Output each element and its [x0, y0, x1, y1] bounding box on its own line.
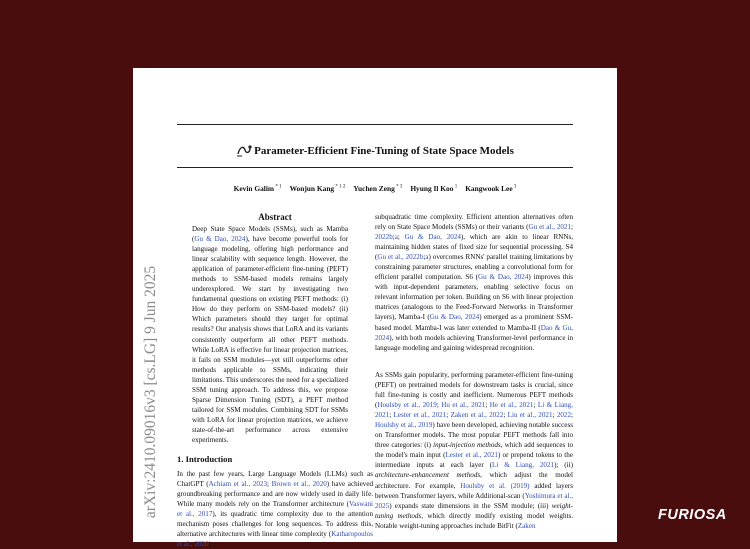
furiosa-watermark — [658, 507, 727, 523]
body-text: ) have been developed, achieving notable success on Transformer models. The most popular PEFT methods fall into three categories: (i) — [375, 421, 573, 450]
paper-title — [177, 143, 573, 157]
body-text: ; — [397, 233, 405, 242]
body-text: Deep State Space Models (SSMs), such as Mamba ( — [192, 225, 348, 244]
author-affiliation-mark: * 1 2 — [334, 184, 346, 190]
citation-link[interactable]: Houlsby et al., 2019 — [377, 401, 437, 410]
intro-paragraph — [177, 469, 373, 549]
body-text: ; — [267, 480, 272, 489]
citation-link[interactable]: Yoshimura et al., 2025 — [375, 491, 573, 510]
citation-link[interactable]: Gu & Dao, 2024 — [404, 233, 461, 242]
italic-text: weight-tuning methods — [375, 501, 573, 520]
author — [290, 184, 346, 193]
citation-link[interactable]: Gu et al., 2021 — [528, 223, 572, 232]
body-text: added layers between Transformer layers, while Additional-scan ( — [375, 481, 573, 500]
body-text: ); (ii) — [554, 461, 573, 470]
body-text: ) expands state dimensions in the SSM module; (iii) — [389, 501, 552, 510]
body-text: ; — [503, 411, 508, 420]
body-text: ), which are akin to linear RNNs, maintaining hidden states of fixed size for sequential processing. S4 ( — [375, 233, 573, 262]
citation-link[interactable]: Gu & Dao, 2024 — [429, 313, 480, 322]
author-name: Hyung Il Koo — [410, 184, 454, 193]
body-text: ) improves this with input-dependent parameters, enabling selective focus on relevant information per token. Building on S6 with linear projection matrices (analogous to the Feed-Forward Networks in Transformer layers), Mamba-I ( — [375, 273, 574, 322]
citation-link[interactable]: 2022 — [556, 411, 572, 420]
author-affiliation-mark: * 1 — [274, 184, 282, 190]
body-text: ) ... — [208, 540, 218, 549]
body-text: ; — [392, 233, 395, 242]
citation-link[interactable]: 2022b — [375, 233, 393, 242]
body-text: ; — [552, 411, 557, 420]
right-column-paragraph-1 — [375, 212, 573, 353]
citation-link[interactable]: Gu & Dao, 2024 — [478, 273, 529, 282]
citation-link[interactable]: Gu et al., 2022b — [377, 253, 424, 262]
body-text: ) emerged as a prominent SSM-based model. Mamba-I was later extended to Mamba-II ( — [375, 313, 573, 332]
right-column-paragraph-2 — [375, 370, 573, 531]
body-text: ), its quadratic time complexity due to the attention mechanism poses challenges for long sequences. To address this, alternative architectures with linear time complexity ( — [177, 510, 374, 539]
watermark-text: FURIOSA — [658, 507, 727, 523]
author-affiliation-mark: 3 — [512, 184, 517, 190]
author-affiliation-mark: * 3 — [394, 184, 403, 190]
citation-link[interactable]: Brown et al., 2020 — [271, 480, 327, 489]
body-text: ) or prepend tokens to the intermediate inputs at each layer ( — [375, 451, 573, 470]
citation-link[interactable]: Houlsby et al. (2019) — [460, 481, 530, 490]
citation-link[interactable]: Liu et al., 2021 — [507, 411, 553, 420]
author — [410, 184, 457, 193]
body-text: ; — [436, 401, 442, 410]
body-text: ) have achieved groundbreaking performance and are now widely used in daily life. While many models rely on the Transformer architecture ( — [177, 480, 374, 509]
citation-link[interactable]: Houlsby et al., 2019 — [375, 421, 433, 430]
italic-text: input-injection methods — [433, 441, 501, 450]
body-text: ; — [571, 411, 573, 420]
citation-link[interactable]: Li & Liang, 2021 — [492, 461, 555, 470]
citation-link[interactable]: Zaken — [517, 521, 536, 530]
citation-link[interactable]: a — [394, 233, 398, 242]
body-text: As SSMs gain popularity, performing parameter-efficient fine-tuning (PEFT) on pretrained models for downstream tasks is crucial, since full fine-tuning is costly and inefficient. Numerous PEFT methods ( — [375, 371, 573, 410]
body-text: , which add sequences to the model's main input ( — [375, 441, 573, 460]
body-text: , which directly modify existing model weights. Notable weight-tuning approaches include BitFit ( — [375, 511, 574, 530]
author — [234, 184, 282, 193]
citation-link[interactable]: Gu & Dao, 2024 — [194, 235, 246, 244]
citation-link[interactable]: He et al., 2021 — [489, 401, 534, 410]
citation-link[interactable]: Li & Liang, 2021 — [375, 401, 573, 420]
body-text: , which adjust the model architecture. For example, — [375, 471, 574, 490]
body-text: ; — [571, 223, 573, 232]
author-name: Kevin Galim — [233, 184, 275, 193]
author — [465, 184, 516, 193]
body-text: ; — [533, 401, 538, 410]
body-text: ) overcomes RNNs' parallel training limitations by constraining parameter structures, enabling a convolutional form for efficient parallel computation. S6 ( — [375, 253, 573, 282]
author-affiliation-mark: 1 — [453, 184, 458, 190]
citation-link[interactable]: Dao & Gu, 2024 — [375, 323, 573, 342]
body-text: ; — [389, 411, 394, 420]
author-name: Kangwook Lee — [465, 184, 513, 193]
body-text: In the past few years, Large Language Models (LLMs) such as ChatGPT ( — [177, 470, 373, 489]
author-list — [177, 184, 573, 193]
citation-link[interactable]: Hu et al., 2021 — [441, 401, 486, 410]
body-text: ; — [446, 411, 451, 420]
section-heading: 1. Introduction — [177, 454, 233, 464]
abstract-text — [192, 224, 348, 445]
body-text: ), have become powerful tools for language modeling, offering high performance and linear scalability with sequence length. However, the application of parameter-efficient fine-tuning (PEFT) methods to SSM-based models remains largely underexplored. We start by investigating two fundamental questions on existing PEFT methods: (i) How do they perform on SSM-based models? (ii) Which parameters should they target for optimal results? Our analysis shows that LoRA and its variants consistently outperform all other PEFT methods. While LoRA is effective for linear projection matrices, it fails on SSM modules—yet still outperforms other methods applicable to SSMs, indicating their limitations. This underscores the need for a specialized SSM tuning approach. To address this, we propose Sparse Dimension Tuning (SDT), a PEFT method tailored for SSM modules. Combining SDT for SSMs with LoRA for linear projection matrices, we achieve state-of-the-art performance across extensive experiments. — [192, 235, 348, 444]
author-name: Wonjun Kang — [289, 184, 335, 193]
citation-link[interactable]: Vaswani et al., 2017 — [177, 500, 373, 519]
body-text: ; — [423, 253, 426, 262]
citation-link[interactable]: Zaken et al., 2022 — [450, 411, 504, 420]
citation-link[interactable]: Lester et al., 2021 — [445, 451, 498, 460]
arxiv-identifier — [140, 242, 162, 542]
body-text: ), with both models achieving Transformer-level performance in language modeling and gaining widespread recognition. — [375, 333, 573, 352]
snake-logo-icon — [236, 143, 252, 157]
title-bottom-rule — [177, 167, 573, 168]
abstract-heading: Abstract — [258, 212, 292, 222]
author — [353, 184, 402, 193]
citation-link[interactable]: Lester et al., 2021 — [393, 411, 447, 420]
paper-page — [133, 68, 617, 549]
body-text: subquadratic time complexity. Efficient attention alternatives often rely on State Space Models (SSMs) or their variants ( — [375, 213, 573, 232]
citation-link[interactable]: a — [425, 253, 429, 262]
arxiv-identifier-text: arXiv:2410.09016v3 [cs.LG] 9 Jun 2025 — [142, 265, 159, 519]
paper-title-text: Parameter-Efficient Fine-Tuning of State Space Models — [254, 145, 514, 157]
author-name: Yuchen Zeng — [353, 184, 395, 193]
citation-link[interactable]: Katharopoulos et al., 2020 — [177, 530, 373, 549]
title-top-rule — [177, 124, 573, 125]
italic-text: architecture-enhancement methods — [375, 471, 481, 480]
citation-link[interactable]: Achiam et al., 2023 — [208, 480, 267, 489]
body-text: ; — [485, 401, 490, 410]
